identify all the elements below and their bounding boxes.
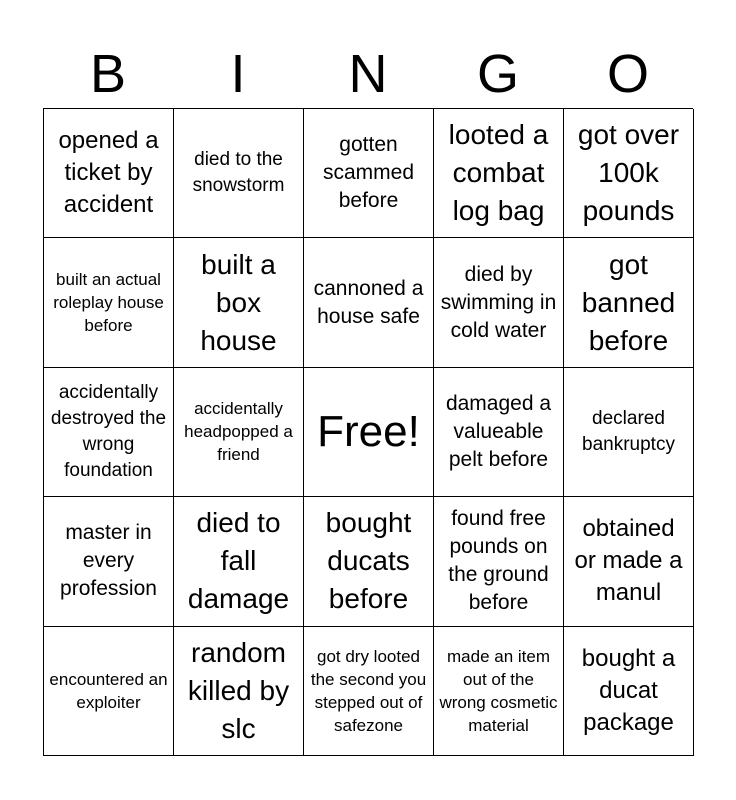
cell-text: died to the snowstorm: [192, 149, 285, 197]
cell-text: cannoned a house safe: [313, 276, 424, 328]
bingo-cell-r4c4[interactable]: [434, 497, 564, 626]
header-letter-b: B: [89, 44, 127, 104]
cell-text: looted a combat log bag: [448, 119, 549, 227]
cell-text: built a box house: [200, 248, 277, 356]
bingo-cell-r4c3[interactable]: [304, 497, 434, 626]
cell-text: opened a ticket by accident: [58, 127, 159, 219]
cell-text: accidentally headpopped a friend: [184, 399, 293, 465]
bingo-cell-r3c5[interactable]: [564, 368, 694, 497]
bingo-cell-r5c4[interactable]: [434, 627, 564, 756]
bingo-cell-r5c2[interactable]: [174, 627, 304, 756]
bingo-cell-r5c1[interactable]: [44, 627, 174, 756]
cell-text: obtained or made a manul: [574, 515, 683, 607]
bingo-cell-r2c3[interactable]: [304, 238, 434, 367]
cell-text: bought a ducat package: [581, 644, 676, 736]
bingo-cell-r1c3[interactable]: [304, 109, 434, 238]
bingo-cell-r3c2[interactable]: [174, 368, 304, 497]
cell-text: died to fall damage: [187, 507, 290, 615]
bingo-cell-r1c4[interactable]: [434, 109, 564, 238]
bingo-board: [43, 108, 693, 756]
cell-text: damaged a valueable pelt before: [445, 391, 552, 471]
bingo-cell-r1c2[interactable]: [174, 109, 304, 238]
bingo-cell-free[interactable]: [304, 368, 434, 497]
cell-text: made an item out of the wrong cosmetic material: [439, 646, 558, 735]
cell-text: encountered an exploiter: [49, 669, 168, 712]
header-letter-i: I: [230, 44, 246, 104]
bingo-cell-r4c2[interactable]: [174, 497, 304, 626]
bingo-cell-r4c1[interactable]: [44, 497, 174, 626]
cell-text: master in every profession: [60, 521, 157, 601]
cell-text: random killed by slc: [187, 636, 290, 744]
cell-text: gotten scammed before: [322, 133, 415, 213]
bingo-cell-r2c5[interactable]: [564, 238, 694, 367]
header-letter-o: O: [606, 44, 649, 104]
bingo-cell-r3c1[interactable]: [44, 368, 174, 497]
bingo-cell-r4c5[interactable]: [564, 497, 694, 626]
cell-text: bought ducats before: [325, 507, 412, 615]
bingo-cell-r1c5[interactable]: [564, 109, 694, 238]
cell-text: found free pounds on the ground before: [448, 507, 549, 615]
cell-text: got dry looted the second you stepped out of safezone: [310, 646, 427, 735]
cell-text: got over 100k pounds: [577, 119, 680, 227]
bingo-cell-r5c3[interactable]: [304, 627, 434, 756]
bingo-cell-r2c1[interactable]: [44, 238, 174, 367]
bingo-cell-r2c2[interactable]: [174, 238, 304, 367]
free-space-label: Free!: [317, 406, 420, 456]
header-letter-n: N: [348, 44, 388, 104]
cell-text: declared bankruptcy: [582, 407, 675, 455]
cell-text: got banned before: [581, 248, 676, 356]
header-letter-g: G: [476, 44, 519, 104]
cell-text: accidentally destroyed the wrong foundation: [50, 381, 167, 481]
cell-text: built an actual roleplay house before: [53, 270, 164, 336]
cell-text: died by swimming in cold water: [440, 262, 557, 342]
bingo-header: [43, 40, 693, 108]
bingo-cell-r2c4[interactable]: [434, 238, 564, 367]
bingo-cell-r3c4[interactable]: [434, 368, 564, 497]
bingo-cell-r1c1[interactable]: [44, 109, 174, 238]
bingo-cell-r5c5[interactable]: [564, 627, 694, 756]
